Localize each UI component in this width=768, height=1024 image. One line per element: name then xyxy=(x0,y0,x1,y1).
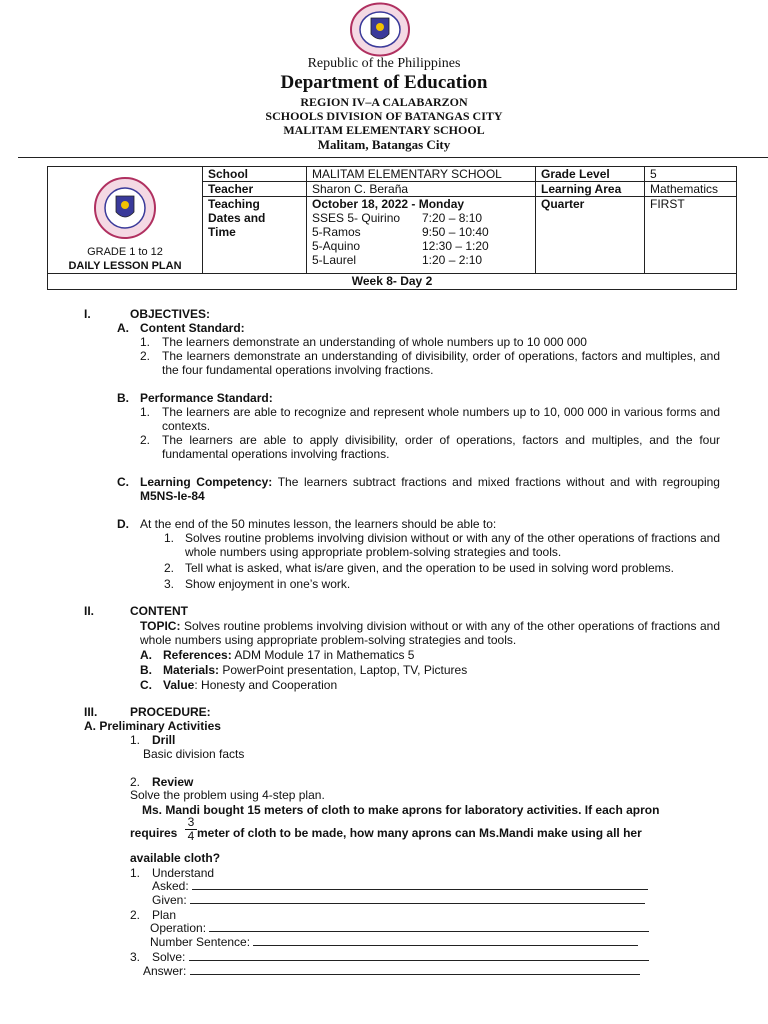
procedure-num: III. xyxy=(84,705,98,719)
schedule-section: SSES 5- Quirino xyxy=(312,211,401,225)
topic-label: TOPIC: xyxy=(140,619,181,633)
content-standard-1-num: 1. xyxy=(140,335,151,349)
learning-competency-label: C. xyxy=(117,475,129,489)
fraction xyxy=(185,816,197,843)
learning-area-label: Learning Area xyxy=(536,182,645,197)
learning-competency-text: The learners subtract fractions and mixed fractions without and with regrouping xyxy=(277,475,720,489)
operation-row xyxy=(150,921,649,935)
header-divider xyxy=(18,157,768,158)
content-title: CONTENT xyxy=(130,604,188,618)
references-text: ADM Module 17 in Mathematics 5 xyxy=(234,648,415,662)
schedule-section: 5-Laurel xyxy=(312,253,357,267)
schedule-row xyxy=(312,253,530,267)
operation-field[interactable] xyxy=(209,921,649,932)
plan-type: DAILY LESSON PLAN xyxy=(68,260,182,272)
content-topic xyxy=(140,619,720,647)
header-department: Department of Education xyxy=(280,72,488,93)
solve-row xyxy=(152,950,649,964)
operation-label: Operation: xyxy=(150,921,207,935)
value-text: : Honesty and Cooperation xyxy=(194,678,338,692)
grade-level-value: 5 xyxy=(645,167,737,182)
header-republic: Republic of the Philippines xyxy=(307,56,461,71)
header-address: Malitam, Batangas City xyxy=(317,137,451,152)
fraction-numerator: 3 xyxy=(187,815,195,829)
step3-num: 3. xyxy=(130,950,141,964)
given-row xyxy=(152,893,645,907)
dates-value xyxy=(307,197,536,274)
schedule-row xyxy=(312,239,530,253)
review-title: Review xyxy=(152,775,194,789)
dates-label-line1: Teaching xyxy=(208,197,260,211)
schedule-time: 1:20 – 2:10 xyxy=(422,253,483,267)
schedule-section: 5-Ramos xyxy=(312,225,361,239)
objectives-d1-num: 1. xyxy=(164,531,175,545)
objectives-d-label: D. xyxy=(117,517,129,531)
procedure-title: PROCEDURE: xyxy=(130,705,211,719)
dates-label-line3: Time xyxy=(208,225,236,239)
learning-competency-title: Learning Competency: xyxy=(140,475,273,489)
materials-label: Materials: xyxy=(163,663,220,677)
performance-standard-1: The learners are able to recognize and represent whole numbers up to 10, 000 000 in various forms and contexts. xyxy=(162,405,720,433)
materials-letter: B. xyxy=(140,663,152,677)
deped-seal-logo-small xyxy=(92,177,158,239)
quarter-label: Quarter xyxy=(536,197,645,274)
dates-label-line2: Dates and xyxy=(208,211,266,225)
objectives-num: I. xyxy=(84,307,91,321)
performance-standard-1-num: 1. xyxy=(140,405,151,419)
lesson-info-table xyxy=(47,166,737,290)
objectives-d3: Show enjoyment in one’s work. xyxy=(185,577,351,591)
topic-text: Solves routine problems involving division without or with any of the other operations of fractions and whole numbers using appropriate problem-solving strategies and tools. xyxy=(140,619,720,647)
school-label: School xyxy=(203,167,307,182)
step2-title: Plan xyxy=(152,908,177,922)
number-sentence-row xyxy=(150,935,638,949)
content-standard-2: The learners demonstrate an understanding of divisibility, order of operations, factors and multiples, and the four fundamental operations involving fractions. xyxy=(162,349,720,377)
drill-text: Basic division facts xyxy=(143,747,245,761)
number-sentence-label: Number Sentence: xyxy=(150,935,251,949)
quarter-value: FIRST xyxy=(645,197,737,274)
header-region: REGION IV–A CALABARZON xyxy=(300,95,468,109)
school-value: MALITAM ELEMENTARY SCHOOL xyxy=(307,167,536,182)
content-standard-1: The learners demonstrate an understanding of whole numbers up to 10 000 000 xyxy=(162,335,587,349)
review-num: 2. xyxy=(130,775,141,789)
schedule-section: 5-Aquino xyxy=(312,239,361,253)
solve-field[interactable] xyxy=(189,950,649,961)
schedule-time: 9:50 – 10:40 xyxy=(422,225,489,239)
problem-requires: requires xyxy=(130,826,178,840)
teacher-label: Teacher xyxy=(203,182,307,197)
step1-title: Understand xyxy=(152,866,215,880)
answer-label: Answer: xyxy=(143,964,187,978)
value-label: Value xyxy=(163,678,195,692)
content-standard-title: Content Standard: xyxy=(140,321,245,335)
date-value: October 18, 2022 - Monday xyxy=(312,197,465,211)
asked-label: Asked: xyxy=(152,879,189,893)
performance-standard-label: B. xyxy=(117,391,129,405)
preliminary-activities: A. Preliminary Activities xyxy=(84,719,221,733)
teacher-value: Sharon C. Beraña xyxy=(307,182,536,197)
step1-num: 1. xyxy=(130,866,141,880)
grade-span: GRADE 1 to 12 xyxy=(87,246,163,258)
performance-standard-2-num: 2. xyxy=(140,433,151,447)
value xyxy=(163,678,337,692)
problem-line-3: available cloth? xyxy=(130,851,221,865)
references-label: References: xyxy=(163,648,232,662)
materials-text: PowerPoint presentation, Laptop, TV, Pictures xyxy=(222,663,468,677)
step2-num: 2. xyxy=(130,908,141,922)
objectives-d3-num: 3. xyxy=(164,577,175,591)
content-standard-label: A. xyxy=(117,321,129,335)
objectives-d1: Solves routine problems involving division without or with any of the other operations of fractions and whole numbers using appropriate problem-solving strategies and tools. xyxy=(185,531,720,559)
drill-title: Drill xyxy=(152,733,176,747)
number-sentence-field[interactable] xyxy=(253,935,638,946)
header-school: MALITAM ELEMENTARY SCHOOL xyxy=(283,123,485,137)
learning-competency-code: M5NS-Ie-84 xyxy=(140,489,205,503)
performance-standard-2: The learners are able to apply divisibility, order of operations, factors and multiples, and the four fundamental operations involving fractions. xyxy=(162,433,720,461)
schedule-row xyxy=(312,225,530,239)
review-text: Solve the problem using 4-step plan. xyxy=(130,788,325,802)
problem-line-2: meter of cloth to be made, how many aprons can Ms.Mandi make using all her xyxy=(197,826,642,840)
logo-cell xyxy=(48,167,203,274)
objectives-d-text: At the end of the 50 minutes lesson, the learners should be able to: xyxy=(140,517,497,531)
answer-field[interactable] xyxy=(190,964,640,975)
drill-num: 1. xyxy=(130,733,141,747)
objectives-d2: Tell what is asked, what is/are given, and the operation to be used in solving word problems. xyxy=(185,561,674,575)
objectives-d2-num: 2. xyxy=(164,561,175,575)
asked-row xyxy=(152,879,648,893)
value-letter: C. xyxy=(140,678,152,692)
references xyxy=(163,648,414,662)
week-label: Week 8- Day 2 xyxy=(48,274,737,290)
schedule-time: 12:30 – 1:20 xyxy=(422,239,489,253)
asked-field[interactable] xyxy=(192,879,648,890)
objectives-title: OBJECTIVES: xyxy=(130,307,211,321)
solve-label: Solve: xyxy=(152,950,186,964)
grade-level-label: Grade Level xyxy=(536,167,645,182)
schedule-time: 7:20 – 8:10 xyxy=(422,211,483,225)
header-division: SCHOOLS DIVISION OF BATANGAS CITY xyxy=(265,109,503,123)
answer-row xyxy=(143,964,640,978)
materials xyxy=(163,663,467,677)
problem-line-1: Ms. Mandi bought 15 meters of cloth to make aprons for laboratory activities. If each apron xyxy=(142,803,660,817)
references-letter: A. xyxy=(140,648,152,662)
content-num: II. xyxy=(84,604,95,618)
given-label: Given: xyxy=(152,893,187,907)
performance-standard-title: Performance Standard: xyxy=(140,391,273,405)
schedule-row xyxy=(312,211,530,225)
learning-competency xyxy=(140,475,720,503)
deped-seal-logo xyxy=(349,2,411,57)
given-field[interactable] xyxy=(190,893,645,904)
content-standard-2-num: 2. xyxy=(140,349,151,363)
learning-area-value: Mathematics xyxy=(645,182,737,197)
fraction-denominator: 4 xyxy=(185,829,197,843)
dates-label xyxy=(203,197,307,274)
